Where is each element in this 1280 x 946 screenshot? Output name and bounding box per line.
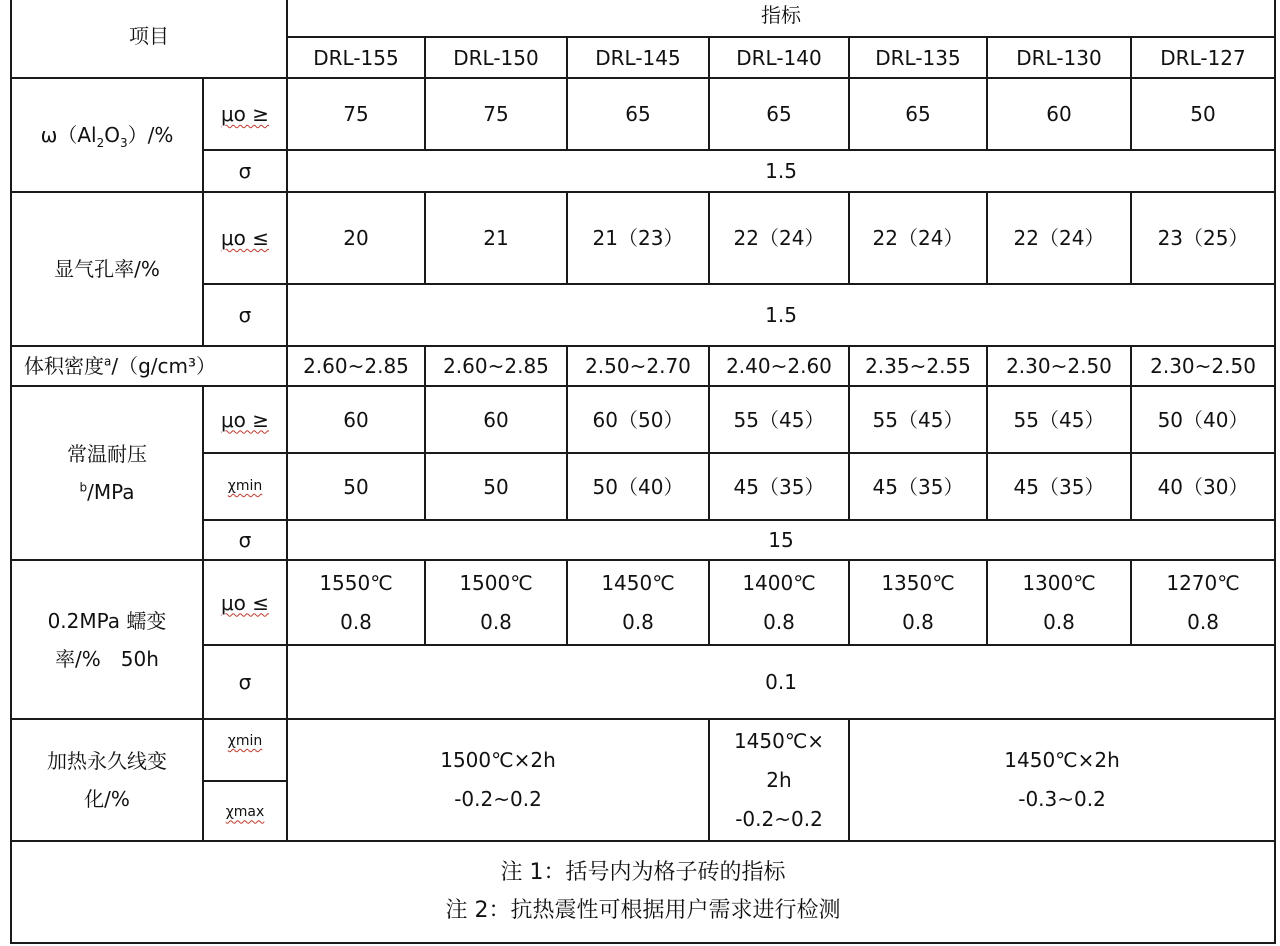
chi-max-symbol: χmax bbox=[225, 804, 265, 821]
plc-group-3: 1450℃×2h -0.3~0.2 bbox=[849, 719, 1275, 841]
table-cell: 50 bbox=[425, 453, 567, 520]
table-cell: 2.30~2.50 bbox=[1131, 346, 1275, 386]
divider bbox=[204, 780, 286, 782]
grade-header: DRL-127 bbox=[1131, 37, 1275, 78]
table-cell: 2.60~2.85 bbox=[287, 346, 425, 386]
plc-group-1: 1500℃×2h -0.2~0.2 bbox=[287, 719, 709, 841]
mu-symbol: μo ≤ bbox=[203, 560, 287, 645]
sigma-value: 0.1 bbox=[287, 645, 1275, 719]
table-cell: 2.40~2.60 bbox=[709, 346, 849, 386]
table-cell: 40（30） bbox=[1131, 453, 1275, 520]
table-cell: 45（35） bbox=[849, 453, 987, 520]
table-cell: 1270℃ 0.8 bbox=[1131, 560, 1275, 645]
table-cell: 23（25） bbox=[1131, 192, 1275, 284]
table-cell: 65 bbox=[709, 78, 849, 150]
mu-symbol: μo ≥ bbox=[203, 386, 287, 453]
table-cell: 22（24） bbox=[987, 192, 1131, 284]
chi-min-max-cell bbox=[203, 719, 287, 841]
item-header: 项目 bbox=[11, 0, 287, 78]
notes-cell bbox=[11, 841, 1275, 943]
table-cell: 60 bbox=[425, 386, 567, 453]
table-cell: 2.60~2.85 bbox=[425, 346, 567, 386]
table-cell: 2.35~2.55 bbox=[849, 346, 987, 386]
plc-label: 加热永久线变 化/% bbox=[11, 719, 203, 841]
sigma-symbol: σ bbox=[203, 150, 287, 192]
chi-min-symbol: χmin bbox=[203, 453, 287, 520]
spec-table bbox=[10, 0, 1276, 944]
table-cell: 50 bbox=[1131, 78, 1275, 150]
density-label: 体积密度$^a$/（g/cm³） bbox=[11, 346, 287, 386]
grade-header: DRL-145 bbox=[567, 37, 709, 78]
table-cell: 65 bbox=[567, 78, 709, 150]
grade-header: DRL-140 bbox=[709, 37, 849, 78]
table-cell: 75 bbox=[425, 78, 567, 150]
table-cell: 22（24） bbox=[849, 192, 987, 284]
index-header: 指标 bbox=[287, 0, 1275, 37]
porosity-label: 显气孔率/% bbox=[11, 192, 203, 346]
table-cell: 20 bbox=[287, 192, 425, 284]
table-cell: 1550℃ 0.8 bbox=[287, 560, 425, 645]
grade-header: DRL-135 bbox=[849, 37, 987, 78]
table-cell: 45（35） bbox=[709, 453, 849, 520]
grade-header: DRL-150 bbox=[425, 37, 567, 78]
table-cell: 21 bbox=[425, 192, 567, 284]
grade-header: DRL-130 bbox=[987, 37, 1131, 78]
table-cell: 50 bbox=[287, 453, 425, 520]
sigma-value: 1.5 bbox=[287, 150, 1275, 192]
sigma-symbol: σ bbox=[203, 284, 287, 346]
table-cell: 2.30~2.50 bbox=[987, 346, 1131, 386]
grade-header: DRL-155 bbox=[287, 37, 425, 78]
table-cell: 2.50~2.70 bbox=[567, 346, 709, 386]
sigma-value: 1.5 bbox=[287, 284, 1275, 346]
table-cell: 55（45） bbox=[709, 386, 849, 453]
table-cell: 55（45） bbox=[987, 386, 1131, 453]
table-cell: 1300℃ 0.8 bbox=[987, 560, 1131, 645]
sigma-symbol: σ bbox=[203, 645, 287, 719]
table-cell: 21（23） bbox=[567, 192, 709, 284]
table-cell: 60 bbox=[287, 386, 425, 453]
creep-label: 0.2MPa 蠕变 率/% 50h bbox=[11, 560, 203, 719]
table-cell: 1400℃ 0.8 bbox=[709, 560, 849, 645]
table-cell: 60（50） bbox=[567, 386, 709, 453]
table-cell: 60 bbox=[987, 78, 1131, 150]
sigma-symbol: σ bbox=[203, 520, 287, 560]
table-cell: 45（35） bbox=[987, 453, 1131, 520]
table-cell: 65 bbox=[849, 78, 987, 150]
mu-symbol: μo ≥ bbox=[203, 78, 287, 150]
plc-group-2: 1450℃× 2h -0.2~0.2 bbox=[709, 719, 849, 841]
chi-min-symbol: χmin bbox=[227, 733, 263, 749]
sigma-value: 15 bbox=[287, 520, 1275, 560]
mu-symbol: μo ≤ bbox=[203, 192, 287, 284]
table-cell: 75 bbox=[287, 78, 425, 150]
al2o3-label: $\omega(Al_2O_3)/\%$ bbox=[11, 78, 203, 192]
table-cell: 50（40） bbox=[1131, 386, 1275, 453]
table-cell: 22（24） bbox=[709, 192, 849, 284]
table-cell: 55（45） bbox=[849, 386, 987, 453]
table-cell: 1450℃ 0.8 bbox=[567, 560, 709, 645]
table-cell: 1350℃ 0.8 bbox=[849, 560, 987, 645]
ccs-label: 常温耐压 $^b$/MPa bbox=[11, 386, 203, 560]
table-cell: 1500℃ 0.8 bbox=[425, 560, 567, 645]
note-1: 注 1：括号内为格子砖的指标 bbox=[500, 859, 786, 885]
note-2: 注 2：抗热震性可根据用户需求进行检测 bbox=[445, 898, 841, 923]
table-cell: 50（40） bbox=[567, 453, 709, 520]
